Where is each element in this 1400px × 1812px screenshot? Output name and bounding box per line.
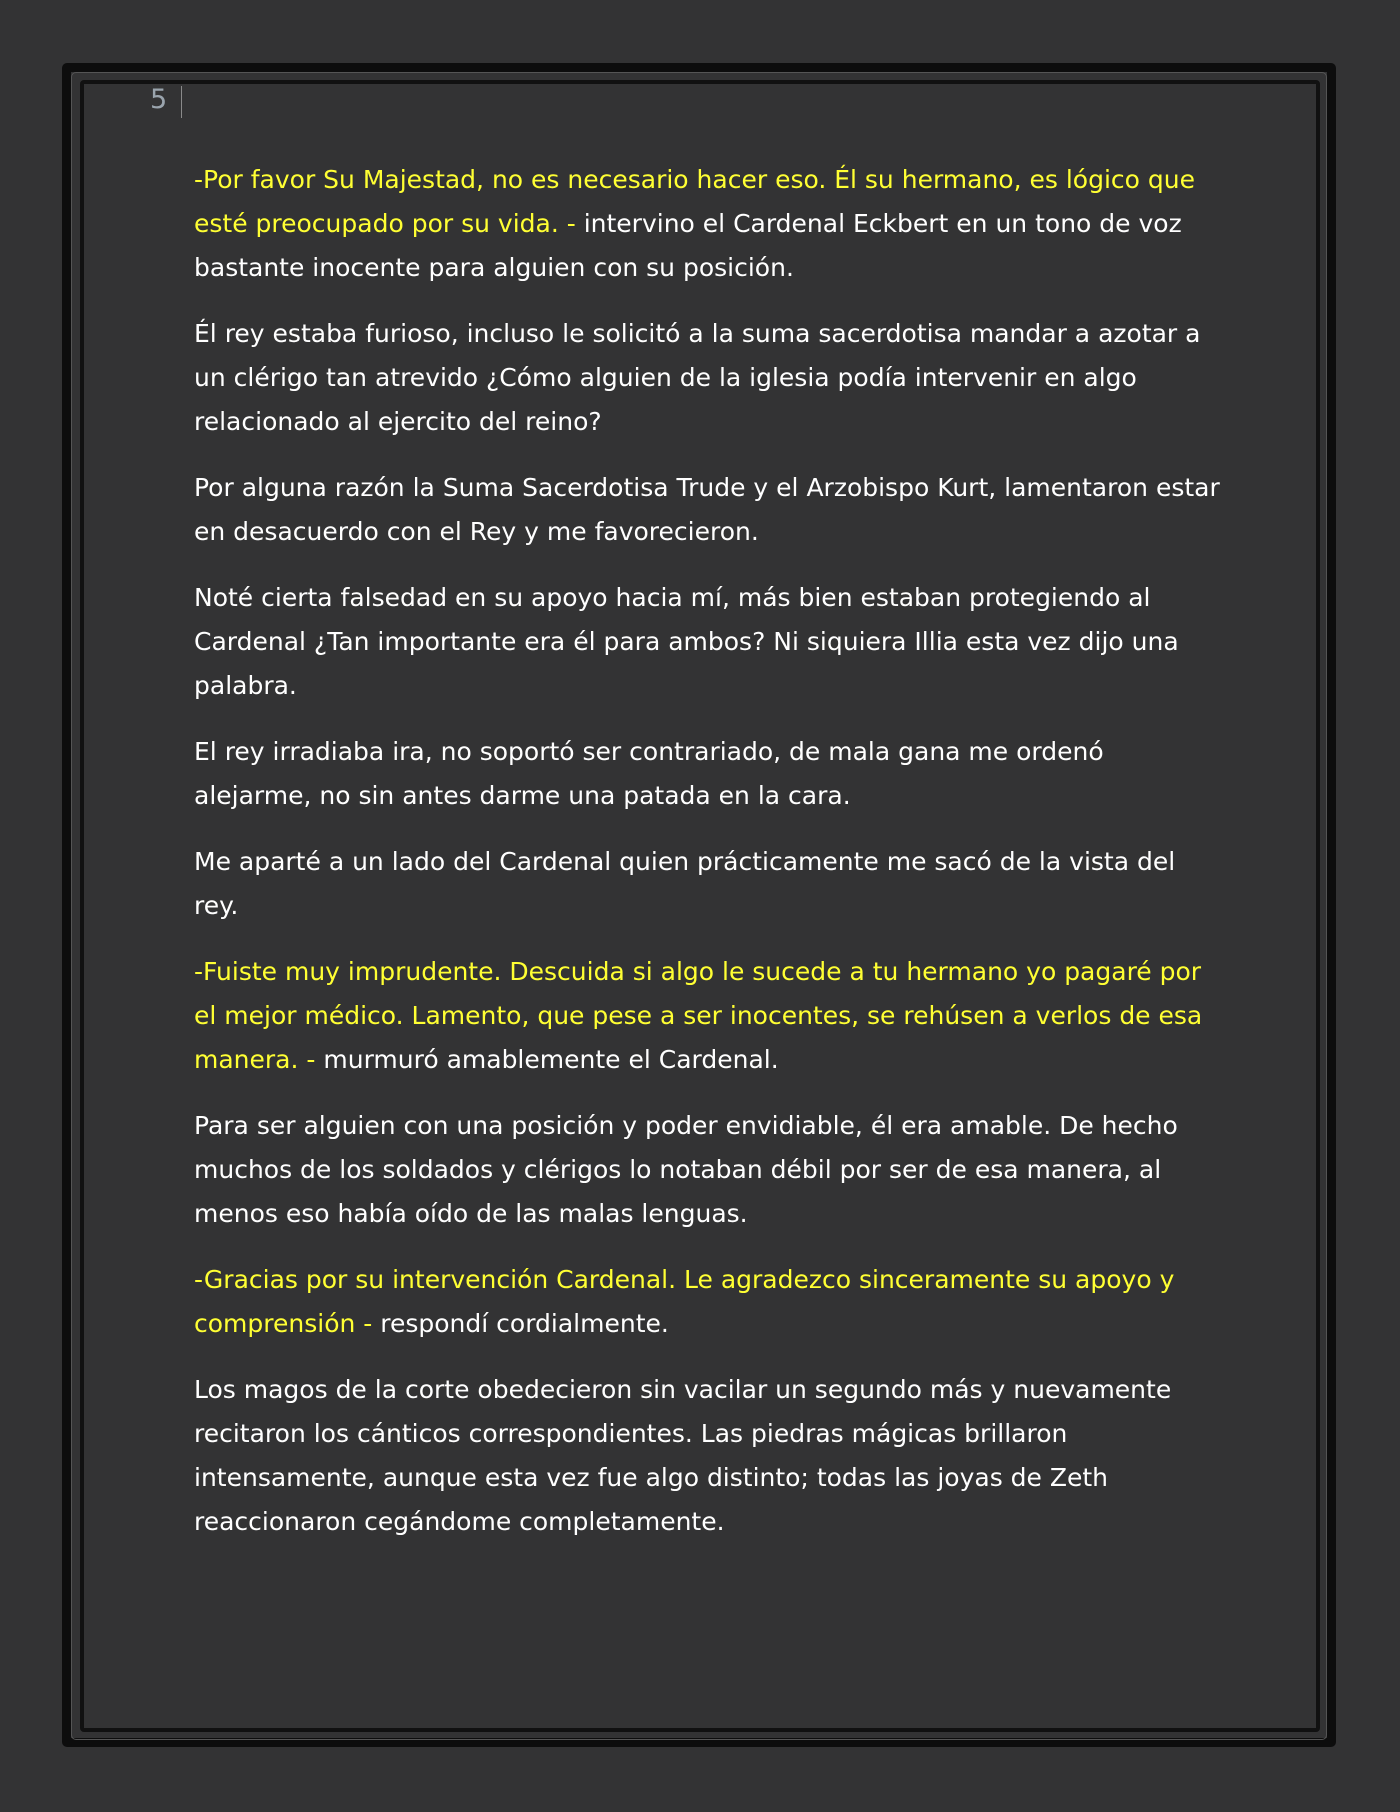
narration-text: murmuró amablemente el Cardenal. [315,1045,779,1074]
dialogue-text: -Gracias por su intervención Cardenal. Le agradezco sinceramente su apoyo y comprensión - [194,1265,1175,1338]
dialogue-text: -Por favor Su Majestad, no es necesario hacer eso. Él su hermano, es lógico que esté preocupado por su vida. - [194,165,1195,238]
narration-text: Él rey estaba furioso, incluso le solicitó a la suma sacerdotisa mandar a azotar a un clérigo tan atrevido ¿Cómo alguien de la iglesia podía intervenir en algo relacionado al ejercito del reino? [194,319,1201,436]
narration-text: Por alguna razón la Suma Sacerdotisa Trude y el Arzobispo Kurt, lamentaron estar en desacuerdo con el Rey y me favorecieron. [194,473,1220,546]
narration-text: respondí cordialmente. [380,1309,669,1338]
paragraph [194,950,1224,1082]
paragraph [194,466,1224,554]
paragraph [194,1104,1224,1236]
paragraph [194,840,1224,928]
paragraph [194,1368,1224,1544]
narration-text: Los magos de la corte obedecieron sin vacilar un segundo más y nuevamente recitaron los cánticos correspondientes. Las piedras mágicas brillaron intensamente, aunque esta vez fue algo distinto; todas las joyas de Zeth reaccionaron cegándome completamente. [194,1375,1172,1536]
paragraph [194,576,1224,708]
page-number-divider [181,86,182,118]
narration-text: Para ser alguien con una posición y poder envidiable, él era amable. De hecho muchos de los soldados y clérigos lo notaban débil por ser de esa manera, al menos eso había oído de las malas lenguas. [194,1111,1178,1228]
narration-text: Me aparté a un lado del Cardenal quien prácticamente me sacó de la vista del rey. [194,847,1176,920]
page-body [194,158,1224,1566]
dialogue-text: -Fuiste muy imprudente. Descuida si algo le sucede a tu hermano yo pagaré por el mejor médico. Lamento, que pese a ser inocentes, se rehúsen a verlos de esa manera. - [194,957,1203,1074]
paragraph [194,158,1224,290]
narration-text: intervino el Cardenal Eckbert en un tono de voz bastante inocente para alguien con su posición. [194,209,1182,282]
paragraph [194,1258,1224,1346]
page-number: 5 [150,84,168,115]
narration-text: Noté cierta falsedad en su apoyo hacia mí, más bien estaban protegiendo al Cardenal ¿Tan importante era él para ambos? Ni siquiera Illia esta vez dijo una palabra. [194,583,1179,700]
paragraph [194,730,1224,818]
paragraph [194,312,1224,444]
narration-text: El rey irradiaba ira, no soportó ser contrariado, de mala gana me ordenó alejarme, no sin antes darme una patada en la cara. [194,737,1104,810]
